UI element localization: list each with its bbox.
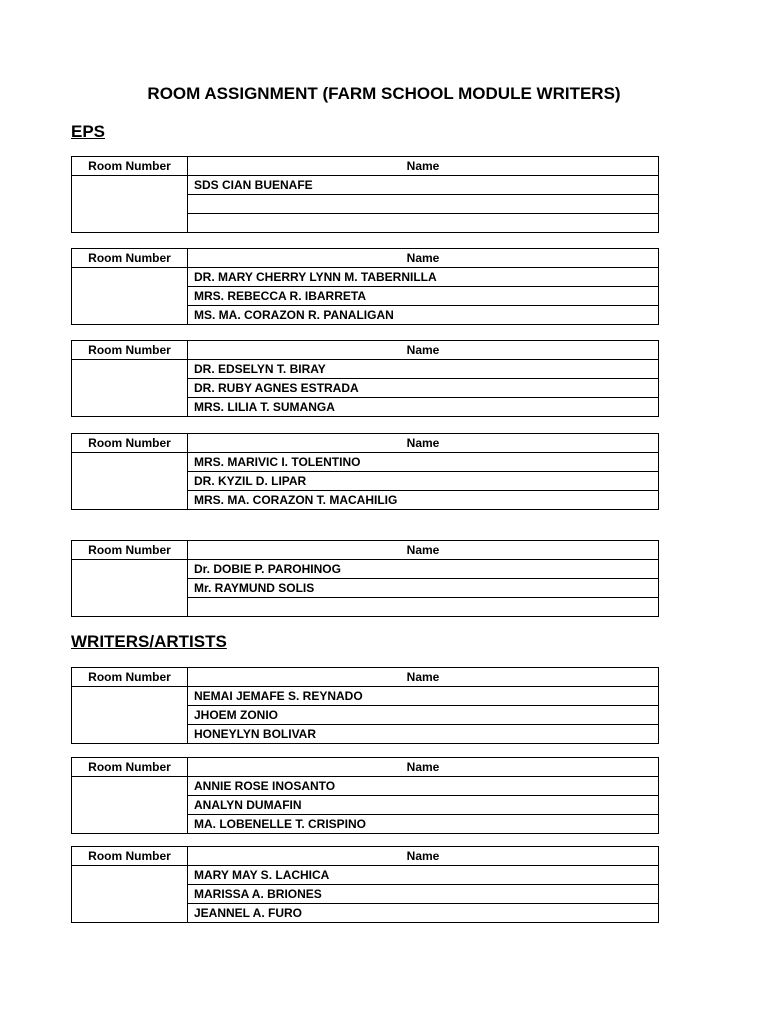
name-cell: NEMAI JEMAFE S. REYNADO xyxy=(188,687,659,706)
room-number-header: Room Number xyxy=(72,758,188,777)
name-cell: JEANNEL A. FURO xyxy=(188,904,659,923)
room-table xyxy=(71,540,659,617)
table-row xyxy=(72,560,659,579)
room-number-cell xyxy=(72,453,188,510)
room-table xyxy=(71,340,659,417)
room-number-cell xyxy=(72,687,188,744)
room-number-header: Room Number xyxy=(72,668,188,687)
room-number-header: Room Number xyxy=(72,434,188,453)
table-row xyxy=(72,866,659,885)
room-number-header: Room Number xyxy=(72,157,188,176)
name-header: Name xyxy=(188,434,659,453)
table-row xyxy=(72,360,659,379)
name-cell: MRS. MA. CORAZON T. MACAHILIG xyxy=(188,491,659,510)
table-row xyxy=(72,777,659,796)
room-number-cell xyxy=(72,560,188,617)
room-number-header: Room Number xyxy=(72,341,188,360)
name-cell: DR. MARY CHERRY LYNN M. TABERNILLA xyxy=(188,268,659,287)
name-cell: MARY MAY S. LACHICA xyxy=(188,866,659,885)
room-table xyxy=(71,433,659,510)
name-cell xyxy=(188,598,659,617)
name-cell: MRS. MARIVIC I. TOLENTINO xyxy=(188,453,659,472)
room-number-cell xyxy=(72,176,188,233)
room-number-cell xyxy=(72,360,188,417)
name-header: Name xyxy=(188,157,659,176)
name-cell: MARISSA A. BRIONES xyxy=(188,885,659,904)
table-row xyxy=(72,268,659,287)
room-table xyxy=(71,757,659,834)
name-cell: SDS CIAN BUENAFE xyxy=(188,176,659,195)
name-cell: DR. RUBY AGNES ESTRADA xyxy=(188,379,659,398)
name-cell xyxy=(188,214,659,233)
name-cell: Dr. DOBIE P. PAROHINOG xyxy=(188,560,659,579)
room-table xyxy=(71,667,659,744)
table-row xyxy=(72,176,659,195)
name-cell: HONEYLYN BOLIVAR xyxy=(188,725,659,744)
name-header: Name xyxy=(188,847,659,866)
name-header: Name xyxy=(188,341,659,360)
table-row xyxy=(72,453,659,472)
name-cell: DR. KYZIL D. LIPAR xyxy=(188,472,659,491)
room-number-cell xyxy=(72,268,188,325)
room-number-header: Room Number xyxy=(72,541,188,560)
room-table xyxy=(71,156,659,233)
room-table xyxy=(71,248,659,325)
room-number-header: Room Number xyxy=(72,249,188,268)
section-heading-writers-artists: WRITERS/ARTISTS xyxy=(71,632,227,651)
name-cell: JHOEM ZONIO xyxy=(188,706,659,725)
name-cell xyxy=(188,195,659,214)
section-heading-eps: EPS xyxy=(71,122,106,141)
room-number-header: Room Number xyxy=(72,847,188,866)
name-header: Name xyxy=(188,758,659,777)
name-cell: MS. MA. CORAZON R. PANALIGAN xyxy=(188,306,659,325)
name-cell: ANNIE ROSE INOSANTO xyxy=(188,777,659,796)
name-cell: ANALYN DUMAFIN xyxy=(188,796,659,815)
name-cell: DR. EDSELYN T. BIRAY xyxy=(188,360,659,379)
name-header: Name xyxy=(188,668,659,687)
room-number-cell xyxy=(72,777,188,834)
table-row xyxy=(72,687,659,706)
room-table xyxy=(71,846,659,923)
room-number-cell xyxy=(72,866,188,923)
name-cell: MA. LOBENELLE T. CRISPINO xyxy=(188,815,659,834)
name-header: Name xyxy=(188,249,659,268)
name-cell: Mr. RAYMUND SOLIS xyxy=(188,579,659,598)
name-header: Name xyxy=(188,541,659,560)
name-cell: MRS. LILIA T. SUMANGA xyxy=(188,398,659,417)
page-title: ROOM ASSIGNMENT (FARM SCHOOL MODULE WRITERS) xyxy=(147,84,621,103)
name-cell: MRS. REBECCA R. IBARRETA xyxy=(188,287,659,306)
